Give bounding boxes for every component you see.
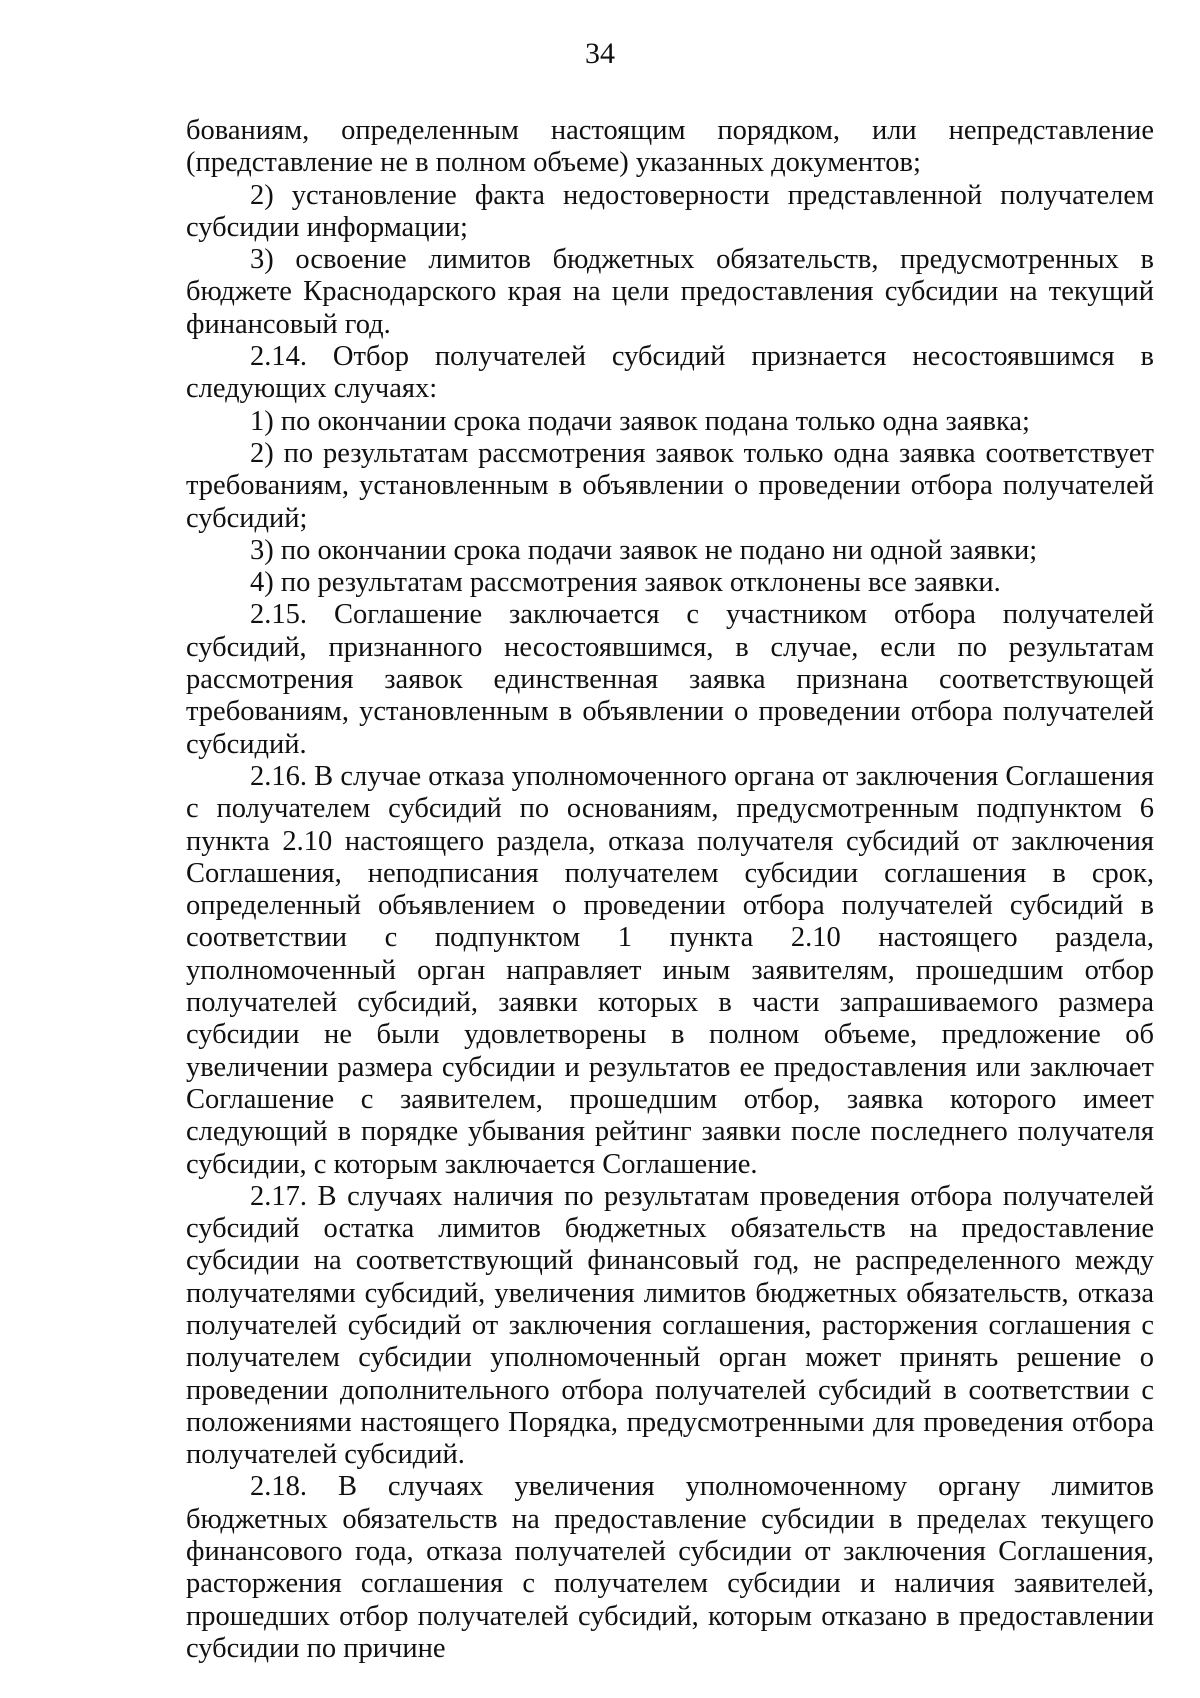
section-2-15: 2.15. Соглашение заключается с участником отбора получателей субсидий, признанного несостоявшимся, в случае, если по результатам рассмотрения заявок единственная заявка признана соответствующей требованиям, установленным в объявлении о проведении отбора получателей субсидий. (186, 599, 1154, 760)
list-item-2: 2) по результатам рассмотрения заявок только одна заявка соответствует требованиям, установленным в объявлении о проведении отбора получателей субсидий; (186, 437, 1154, 534)
page-number: 34 (585, 37, 615, 70)
list-item-2: 2) установление факта недостоверности представленной получателем субсидии информации; (186, 179, 1154, 243)
section-2-14: 2.14. Отбор получателей субсидий признается несостоявшимся в следующих случаях: (186, 341, 1154, 405)
section-2-17: 2.17. В случаях наличия по результатам проведения отбора получателей субсидий остатка лимитов бюджетных обязательств на предоставление субсидии на соответствующий финансовый год, не распределенного между получателями субсидий, увеличения лимитов бюджетных обязательств, отказа получателей субсидий от заключения соглашения, расторжения соглашения с получателем субсидии уполномоченный орган может принять решение о проведении дополнительного отбора получателей субсидий в соответствии с положениями настоящего Порядка, предусмотренными для проведения отбора получателей субсидий. (186, 1180, 1154, 1471)
list-item-3: 3) освоение лимитов бюджетных обязательств, предусмотренных в бюджете Краснодарского края на цели предоставления субсидии на текущий финансовый год. (186, 244, 1154, 340)
paragraph-continuation: бованиям, определенным настоящим порядком, или непредставление (представление не в полном объеме) указанных документов; (186, 115, 1154, 179)
section-2-18: 2.18. В случаях увеличения уполномоченному органу лимитов бюджетных обязательств на предоставление субсидии в пределах текущего финансового года, отказа получателей субсидии от заключения Соглашения, расторжения соглашения с получателем субсидии и наличия заявителей, прошедших отбор получателей субсидий, которым отказано в предоставлении субсидии по причине (186, 1471, 1154, 1664)
list-item-3: 3) по окончании срока подачи заявок не подано ни одной заявки; (250, 534, 1038, 566)
list-item-4: 4) по результатам рассмотрения заявок отклонены все заявки. (250, 567, 1001, 599)
list-item-1: 1) по окончании срока подачи заявок подана только одна заявка; (250, 405, 1030, 437)
section-2-16: 2.16. В случае отказа уполномоченного органа от заключения Соглашения с получателем субсидий по основаниям, предусмотренным подпунктом 6 пункта 2.10 настоящего раздела, отказа получателя субсидий от заключения Соглашения, неподписания получателем субсидии соглашения в срок, определенный объявлением о проведении отбора получателей субсидий в соответствии с подпунктом 1 пункта 2.10 настоящего раздела, уполномоченный орган направляет иным заявителям, прошедшим отбор получателей субсидий, заявки которых в части запрашиваемого размера субсидии не были удовлетворены в полном объеме, предложение об увеличении размера субсидии и результатов ее предоставления или заключает Соглашение с заявителем, прошедшим отбор, заявка которого имеет следующий в порядке убывания рейтинг заявки после последнего получателя субсидии, с которым заключается Соглашение. (186, 760, 1154, 1180)
document-body (186, 115, 1154, 1665)
